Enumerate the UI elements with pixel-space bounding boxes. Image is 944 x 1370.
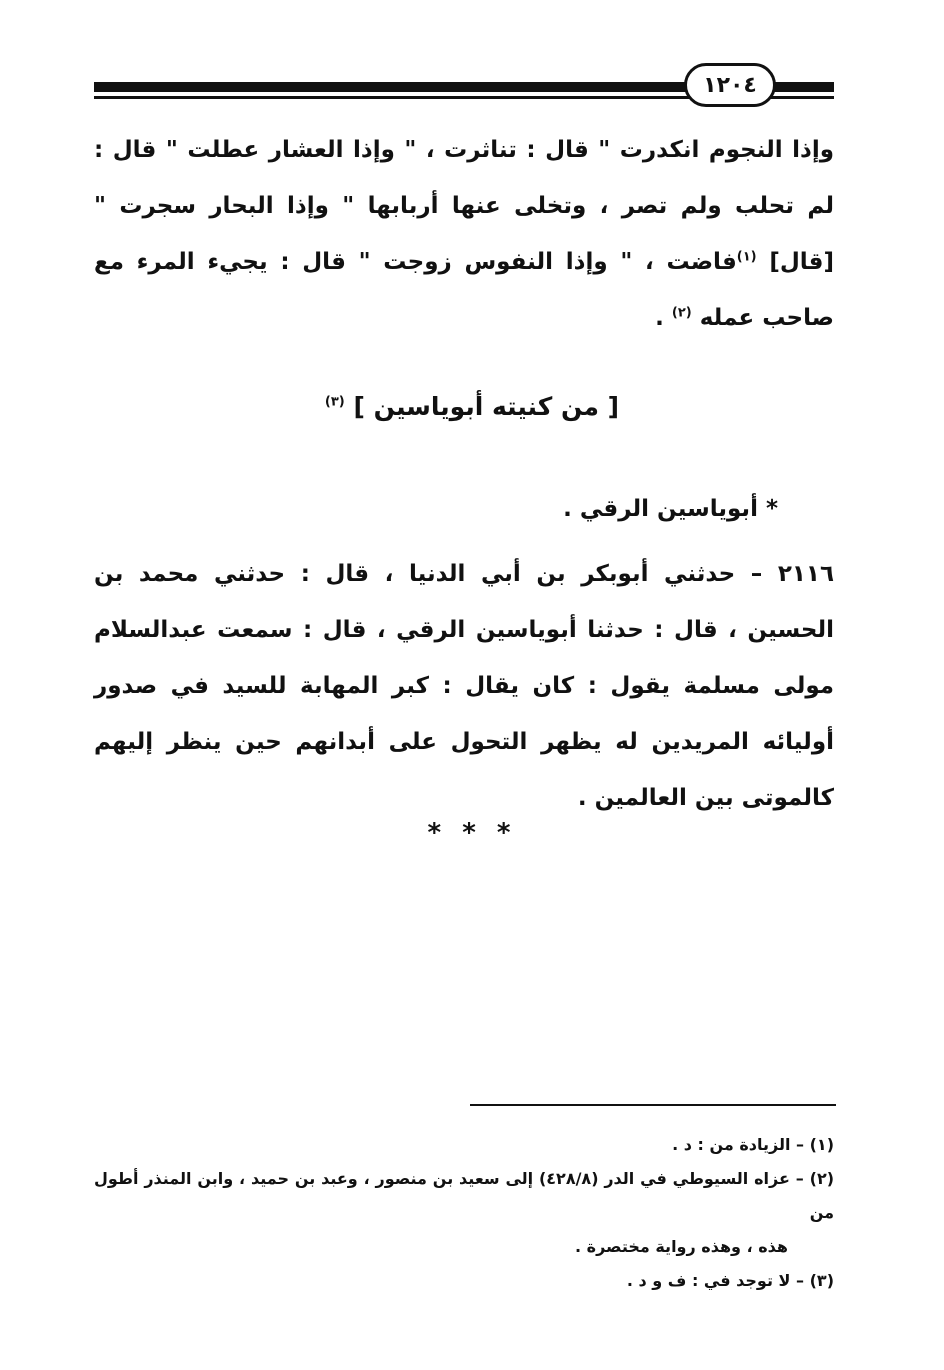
footnote-ref-1: (١)	[736, 249, 757, 265]
footnote-2-text: عزاه السيوطي في الدر (٤٢٨/٨) إلى سعيد بن منصور ، وعبد بن حميد ، وابن المنذر أطول من	[94, 1169, 834, 1222]
paragraph-1-text-b: فاضت ، " وإذا النفوس زوجت " قال : يجيء المرء مع صاحب عمله	[94, 249, 834, 331]
entry-line	[563, 496, 778, 522]
entry-bullet: *	[765, 496, 778, 522]
footnote-2	[94, 1162, 834, 1230]
footnote-1-text: الزيادة من : د .	[672, 1135, 791, 1154]
paragraph-1-text-c: .	[655, 305, 672, 331]
footnote-ref-2: (٢)	[671, 305, 692, 321]
section-heading-text: [ من كنيته أبوياسين ]	[353, 392, 620, 421]
footnote-2-marker: (٢) –	[795, 1169, 835, 1188]
section-separator: * * *	[427, 818, 517, 848]
footnote-rule	[470, 1104, 836, 1106]
footnote-1-marker: (١) –	[796, 1135, 834, 1154]
footnotes	[94, 1128, 834, 1298]
entry-name: أبوياسين الرقي .	[563, 496, 758, 522]
footnote-3-text: لا توجد في : ف و د .	[626, 1271, 791, 1290]
paragraph-1-text-a: وإذا النجوم انكدرت " قال : تناثرت ، " وإذا العشار عطلت " قال : لم تحلب ولم تصر ، وتخلى عنها أربابها " وإذا البحار سجرت " [قال]	[94, 137, 834, 275]
footnote-3-marker: (٣) –	[796, 1271, 834, 1290]
footnote-1	[94, 1128, 834, 1162]
section-heading	[0, 392, 944, 421]
paragraph-2: ٢١١٦ – حدثني أبوبكر بن أبي الدنيا ، قال : حدثني محمد بن الحسين ، قال : حدثنا أبوياسين الرقي ، قال : سمعت عبدالسلام مولى مسلمة يقول : كان يقال : كبر المهابة للسيد في صدور أوليائه المريدين له يظهر التحول على أبدانهم حين ينظر إليهم كالموتى بين العالمين .	[94, 561, 834, 811]
footnote-3	[94, 1264, 834, 1298]
paragraph-1	[94, 122, 834, 346]
page-number: ١٢٠٤	[684, 63, 776, 107]
footnote-ref-3: (٣)	[324, 394, 345, 410]
footnote-2-continuation: هذه ، وهذه رواية مختصرة .	[575, 1237, 788, 1256]
